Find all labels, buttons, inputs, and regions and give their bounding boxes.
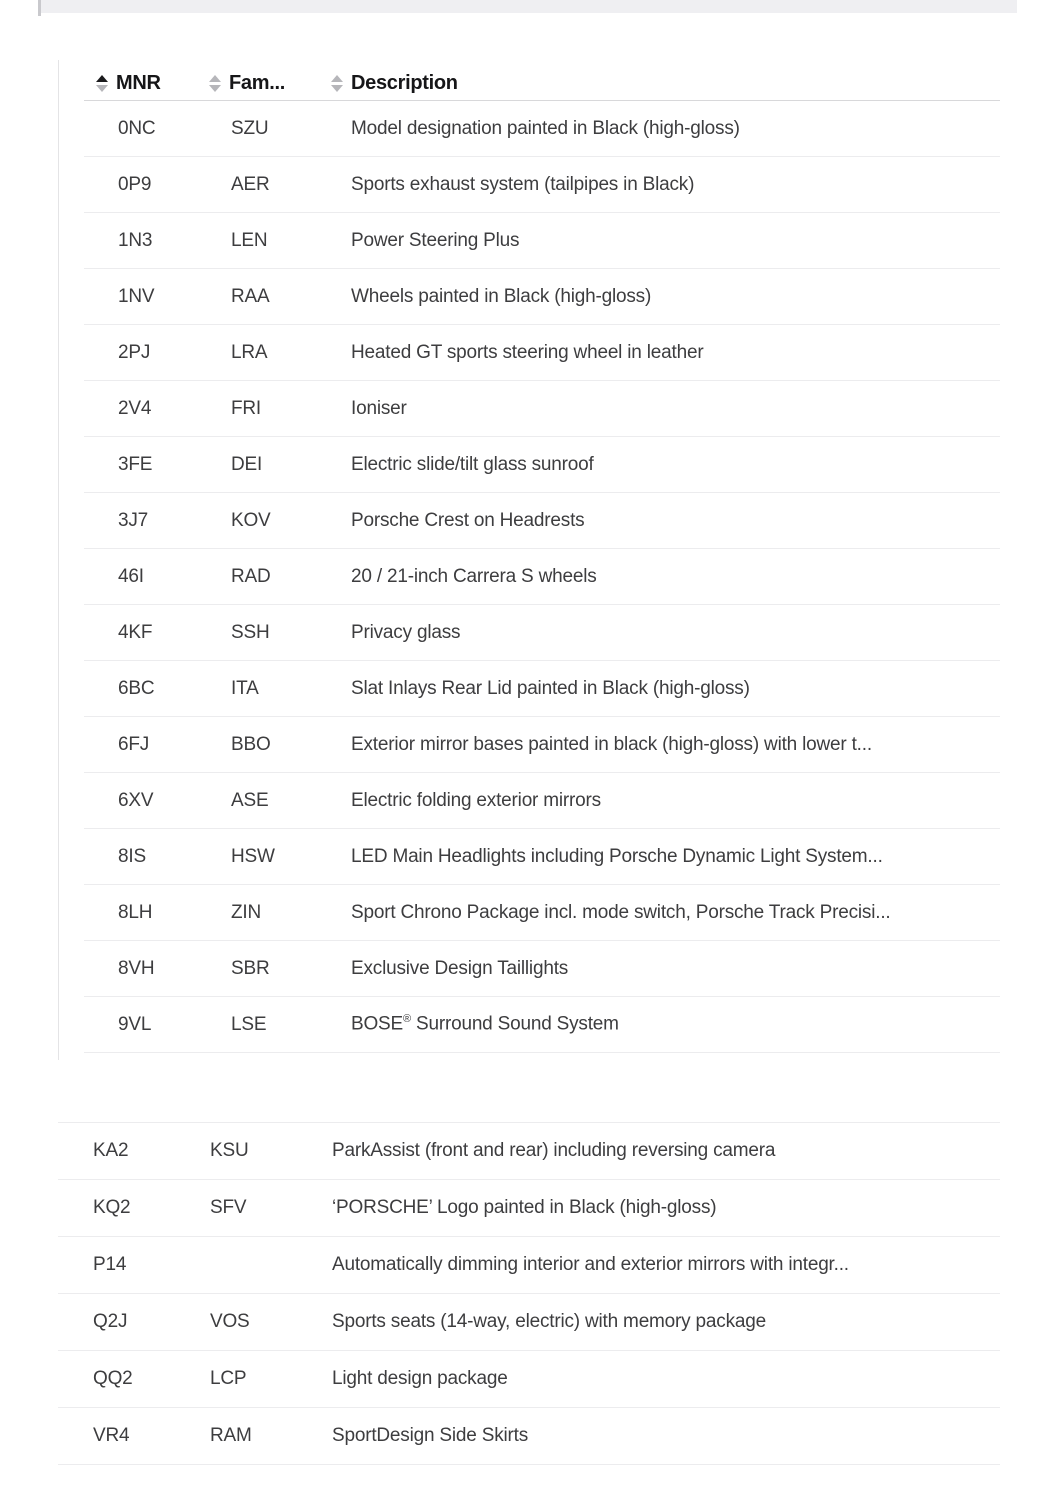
family-cell: LRA [231, 341, 268, 363]
family-cell: AER [231, 173, 270, 195]
description-cell: Ioniser [351, 397, 407, 419]
description-cell: Wheels painted in Black (high-gloss) [351, 285, 652, 307]
table-row[interactable] [84, 157, 1000, 213]
table-row[interactable] [58, 1123, 1000, 1180]
mnr-cell: 6XV [118, 789, 154, 811]
table-row[interactable] [84, 325, 1000, 381]
family-cell: LSE [231, 1013, 267, 1035]
table-row[interactable] [84, 101, 1000, 157]
family-cell: ZIN [231, 901, 262, 923]
table-row[interactable] [84, 605, 1000, 661]
column-header-label: Fam... [229, 71, 285, 94]
description-cell: LED Main Headlights including Porsche Dynamic Light System... [351, 845, 883, 867]
table-row[interactable] [84, 885, 1000, 941]
table-row[interactable] [84, 381, 1000, 437]
family-cell: LEN [231, 229, 268, 251]
column-header-label: Description [351, 71, 458, 94]
mnr-cell: 1NV [118, 285, 155, 307]
table-row[interactable] [84, 437, 1000, 493]
description-cell: Exterior mirror bases painted in black (high-gloss) with lower t... [351, 733, 872, 755]
description-cell: 20 / 21-inch Carrera S wheels [351, 565, 597, 587]
description-cell: BOSE® Surround Sound System [351, 1013, 619, 1035]
mnr-cell: 6FJ [118, 733, 150, 755]
mnr-cell: 46I [118, 565, 144, 587]
mnr-cell: 0NC [118, 117, 156, 139]
table-row[interactable] [84, 997, 1000, 1053]
family-cell: FRI [231, 397, 262, 419]
mnr-cell: 3FE [118, 453, 153, 475]
family-cell: RAM [210, 1425, 252, 1446]
table-header [59, 60, 1000, 101]
family-cell: DEI [231, 453, 263, 475]
mnr-cell: 0P9 [118, 173, 152, 195]
family-cell: RAD [231, 565, 271, 587]
table-row[interactable] [58, 1180, 1000, 1237]
mnr-cell: 1N3 [118, 229, 153, 251]
family-cell: LCP [210, 1368, 247, 1389]
mnr-cell: VR4 [93, 1425, 130, 1446]
column-header-label: MNR [116, 71, 161, 94]
header-divider [84, 100, 1000, 101]
table-row[interactable] [84, 661, 1000, 717]
mnr-cell: 3J7 [118, 509, 149, 531]
mnr-cell: 8IS [118, 845, 146, 867]
mnr-cell: QQ2 [93, 1368, 133, 1389]
table-row[interactable] [58, 1351, 1000, 1408]
description-cell: Exclusive Design Taillights [351, 957, 569, 979]
sort-icon [331, 75, 343, 92]
family-cell: HSW [231, 845, 275, 867]
table-row[interactable] [58, 1237, 1000, 1294]
table-row[interactable] [84, 941, 1000, 997]
description-cell: Sports seats (14-way, electric) with memory package [332, 1311, 766, 1332]
description-cell: ParkAssist (front and rear) including reversing camera [332, 1140, 776, 1161]
mnr-cell: 8LH [118, 901, 153, 923]
mnr-cell: 8VH [118, 957, 155, 979]
table-row[interactable] [58, 1408, 1000, 1465]
family-cell: RAA [231, 285, 270, 307]
table-body [59, 101, 1000, 1053]
family-cell: KSU [210, 1140, 249, 1161]
mnr-cell: 2PJ [118, 341, 151, 363]
table-row[interactable] [84, 213, 1000, 269]
mnr-cell: Q2J [93, 1311, 128, 1332]
options-table [58, 60, 1000, 1060]
family-cell: BBO [231, 733, 271, 755]
description-cell: Sports exhaust system (tailpipes in Black) [351, 173, 695, 195]
description-cell: Electric slide/tilt glass sunroof [351, 453, 594, 475]
sort-icon [209, 75, 221, 92]
mnr-cell: 6BC [118, 677, 155, 699]
table-row[interactable] [84, 269, 1000, 325]
family-cell: SBR [231, 957, 270, 979]
description-cell: Light design package [332, 1368, 508, 1389]
family-cell: SZU [231, 117, 269, 139]
mnr-cell: 9VL [118, 1013, 152, 1035]
table-row[interactable] [84, 773, 1000, 829]
family-cell: ITA [231, 677, 259, 699]
description-cell: Slat Inlays Rear Lid painted in Black (high-gloss) [351, 677, 750, 699]
table-row[interactable] [84, 549, 1000, 605]
top-bar-notch [38, 0, 41, 16]
column-header-description[interactable] [331, 60, 458, 101]
description-cell: Automatically dimming interior and exterior mirrors with integr... [332, 1254, 849, 1275]
description-cell: Heated GT sports steering wheel in leather [351, 341, 704, 363]
description-cell: Model designation painted in Black (high-gloss) [351, 117, 740, 139]
description-cell: Sport Chrono Package incl. mode switch, Porsche Track Precisi... [351, 901, 891, 923]
description-cell: Electric folding exterior mirrors [351, 789, 601, 811]
mnr-cell: P14 [93, 1254, 127, 1275]
options-table-continued [58, 1122, 1000, 1465]
table-row[interactable] [84, 717, 1000, 773]
mnr-cell: KA2 [93, 1140, 129, 1161]
column-header-family[interactable] [209, 60, 285, 101]
description-cell: Power Steering Plus [351, 229, 520, 251]
family-cell: SFV [210, 1197, 247, 1218]
family-cell: KOV [231, 509, 271, 531]
mnr-cell: 2V4 [118, 397, 152, 419]
table-row[interactable] [58, 1294, 1000, 1351]
family-cell: SSH [231, 621, 270, 643]
description-cell: Privacy glass [351, 621, 461, 643]
description-cell: Porsche Crest on Headrests [351, 509, 585, 531]
sort-icon [96, 75, 108, 92]
family-cell: ASE [231, 789, 269, 811]
table-row[interactable] [84, 493, 1000, 549]
top-bar [38, 0, 1017, 13]
family-cell: VOS [210, 1311, 250, 1332]
mnr-cell: 4KF [118, 621, 153, 643]
description-cell: SportDesign Side Skirts [332, 1425, 529, 1446]
description-cell: ‘PORSCHE’ Logo painted in Black (high-gloss) [332, 1197, 717, 1218]
mnr-cell: KQ2 [93, 1197, 131, 1218]
table-row[interactable] [84, 829, 1000, 885]
column-header-mnr[interactable] [96, 60, 161, 101]
